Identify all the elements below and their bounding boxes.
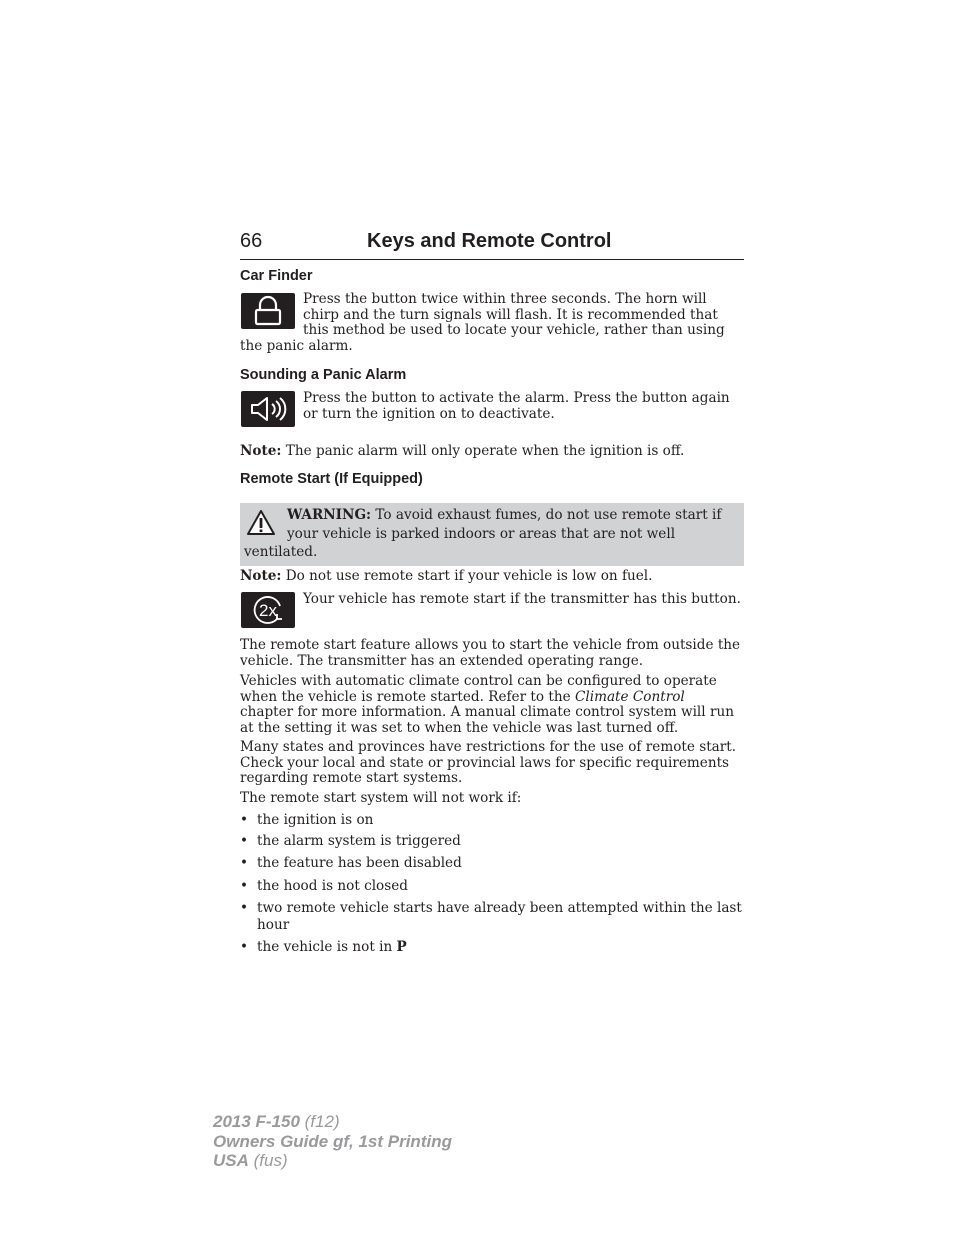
remote-start-icon-caption: Your vehicle has remote start if the transmitter has this button.	[303, 591, 741, 607]
heading-car-finder: Car Finder	[240, 268, 313, 284]
page-number: 66	[240, 230, 263, 252]
note-label: Note:	[240, 568, 282, 584]
page-header	[240, 228, 744, 260]
heading-panic-alarm: Sounding a Panic Alarm	[240, 367, 407, 383]
chapter-title: Keys and Remote Control	[367, 230, 612, 252]
climate-control-ref: Climate Control	[574, 688, 685, 705]
park-gear-label: P	[396, 939, 407, 955]
car-finder-text: Press the button twice within three seconds. The horn will chirp and the turn signals will flash. It is recommended that this method be used to locate your vehicle, rather than using the panic alarm.	[240, 291, 725, 354]
list-intro: The remote start system will not work if:	[240, 790, 522, 806]
icon-2x-text: 2x	[259, 601, 277, 620]
panic-alarm-text: Press the button to activate the alarm. Press the button again or turn the ignition on to deactivate.	[303, 390, 730, 422]
panic-alarm-note: Note: The panic alarm will only operate when the ignition is off.	[240, 443, 685, 459]
document-footer: 2013 F-150 (f12) Owners Guide gf, 1st Printing USA (fus)	[213, 1112, 452, 1170]
remote-start-note: Note: Do not use remote start if your vehicle is low on fuel.	[240, 568, 653, 584]
heading-remote-start: Remote Start (If Equipped)	[240, 471, 423, 487]
remote-start-para3: Many states and provinces have restrictions for the use of remote start. Check your local and state or provincial laws for specific requirements regarding remote start systems.	[240, 739, 737, 787]
warning-text: WARNING: To avoid exhaust fumes, do not use remote start if your vehicle is parked indoors or areas that are not well ventilated.	[244, 507, 722, 560]
remote-start-para1: The remote start feature allows you to start the vehicle from outside the vehicle. The transmitter has an extended operating range.	[240, 637, 741, 669]
warning-label: WARNING:	[287, 507, 372, 523]
note-label: Note:	[240, 443, 282, 459]
remote-start-para2: Vehicles with automatic climate control can be configured to operate when the vehicle is remote started. Refer to the Climate Control chapter for more information. A manual climate control system will run at the setting it was set to when the vehicle was last turned off.	[240, 673, 734, 736]
